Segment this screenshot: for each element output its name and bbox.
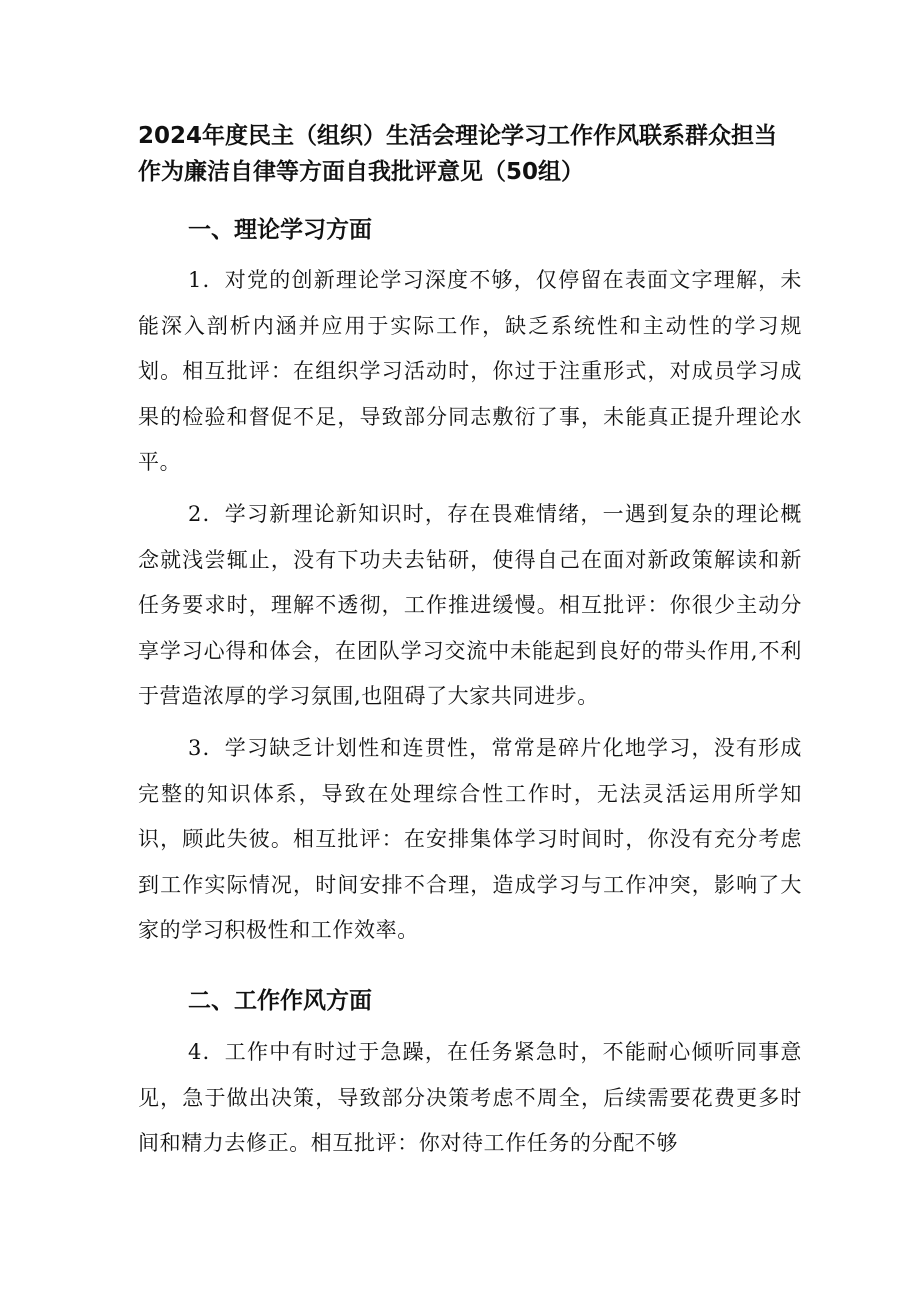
paragraph-2: 2．学习新理论新知识时，存在畏难情绪，一遇到复杂的理论概念就浅尝辄止，没有下功夫去钻研，使得自己在面对新政策解读和新任务要求时，理解不透彻，工作推进缓慢。相互批评：你很少主动分享学习心得和体会，在团队学习交流中未能起到良好的带头作用,不利于营造浓厚的学习氛围,也阻碍了大家共同进步。 (138, 502, 802, 708)
paragraph-4: 4．工作中有时过于急躁，在任务紧急时，不能耐心倾听同事意见，急于做出决策，导致部分决策考虑不周全，后续需要花费更多时间和精力去修正。相互批评：你对待工作任务的分配不够 (138, 1040, 802, 1155)
paragraph-1: 1．对党的创新理论学习深度不够，仅停留在表面文字理解，未能深入剖析内涵并应用于实际工作，缺乏系统性和主动性的学习规划。相互批评：在组织学习活动时，你过于注重形式，对成员学习成果的检验和督促不足，导致部分同志敷衍了事，未能真正提升理论水平。 (138, 268, 802, 474)
document-title: 2024年度民主（组织）生活会理论学习工作作风联系群众担当作为廉洁自律等方面自我批评意见（50组） (138, 123, 778, 185)
paragraph-3: 3．学习缺乏计划性和连贯性，常常是碎片化地学习，没有形成完整的知识体系，导致在处理综合性工作时，无法灵活运用所学知识，顾此失彼。相互批评：在安排集体学习时间时，你没有充分考虑到工作实际情况，时间安排不合理，造成学习与工作冲突，影响了大家的学习积极性和工作效率。 (138, 736, 802, 942)
section-heading-work-style: 二、工作作风方面 (188, 988, 372, 1014)
section-heading-theory-study: 一、理论学习方面 (188, 217, 372, 243)
